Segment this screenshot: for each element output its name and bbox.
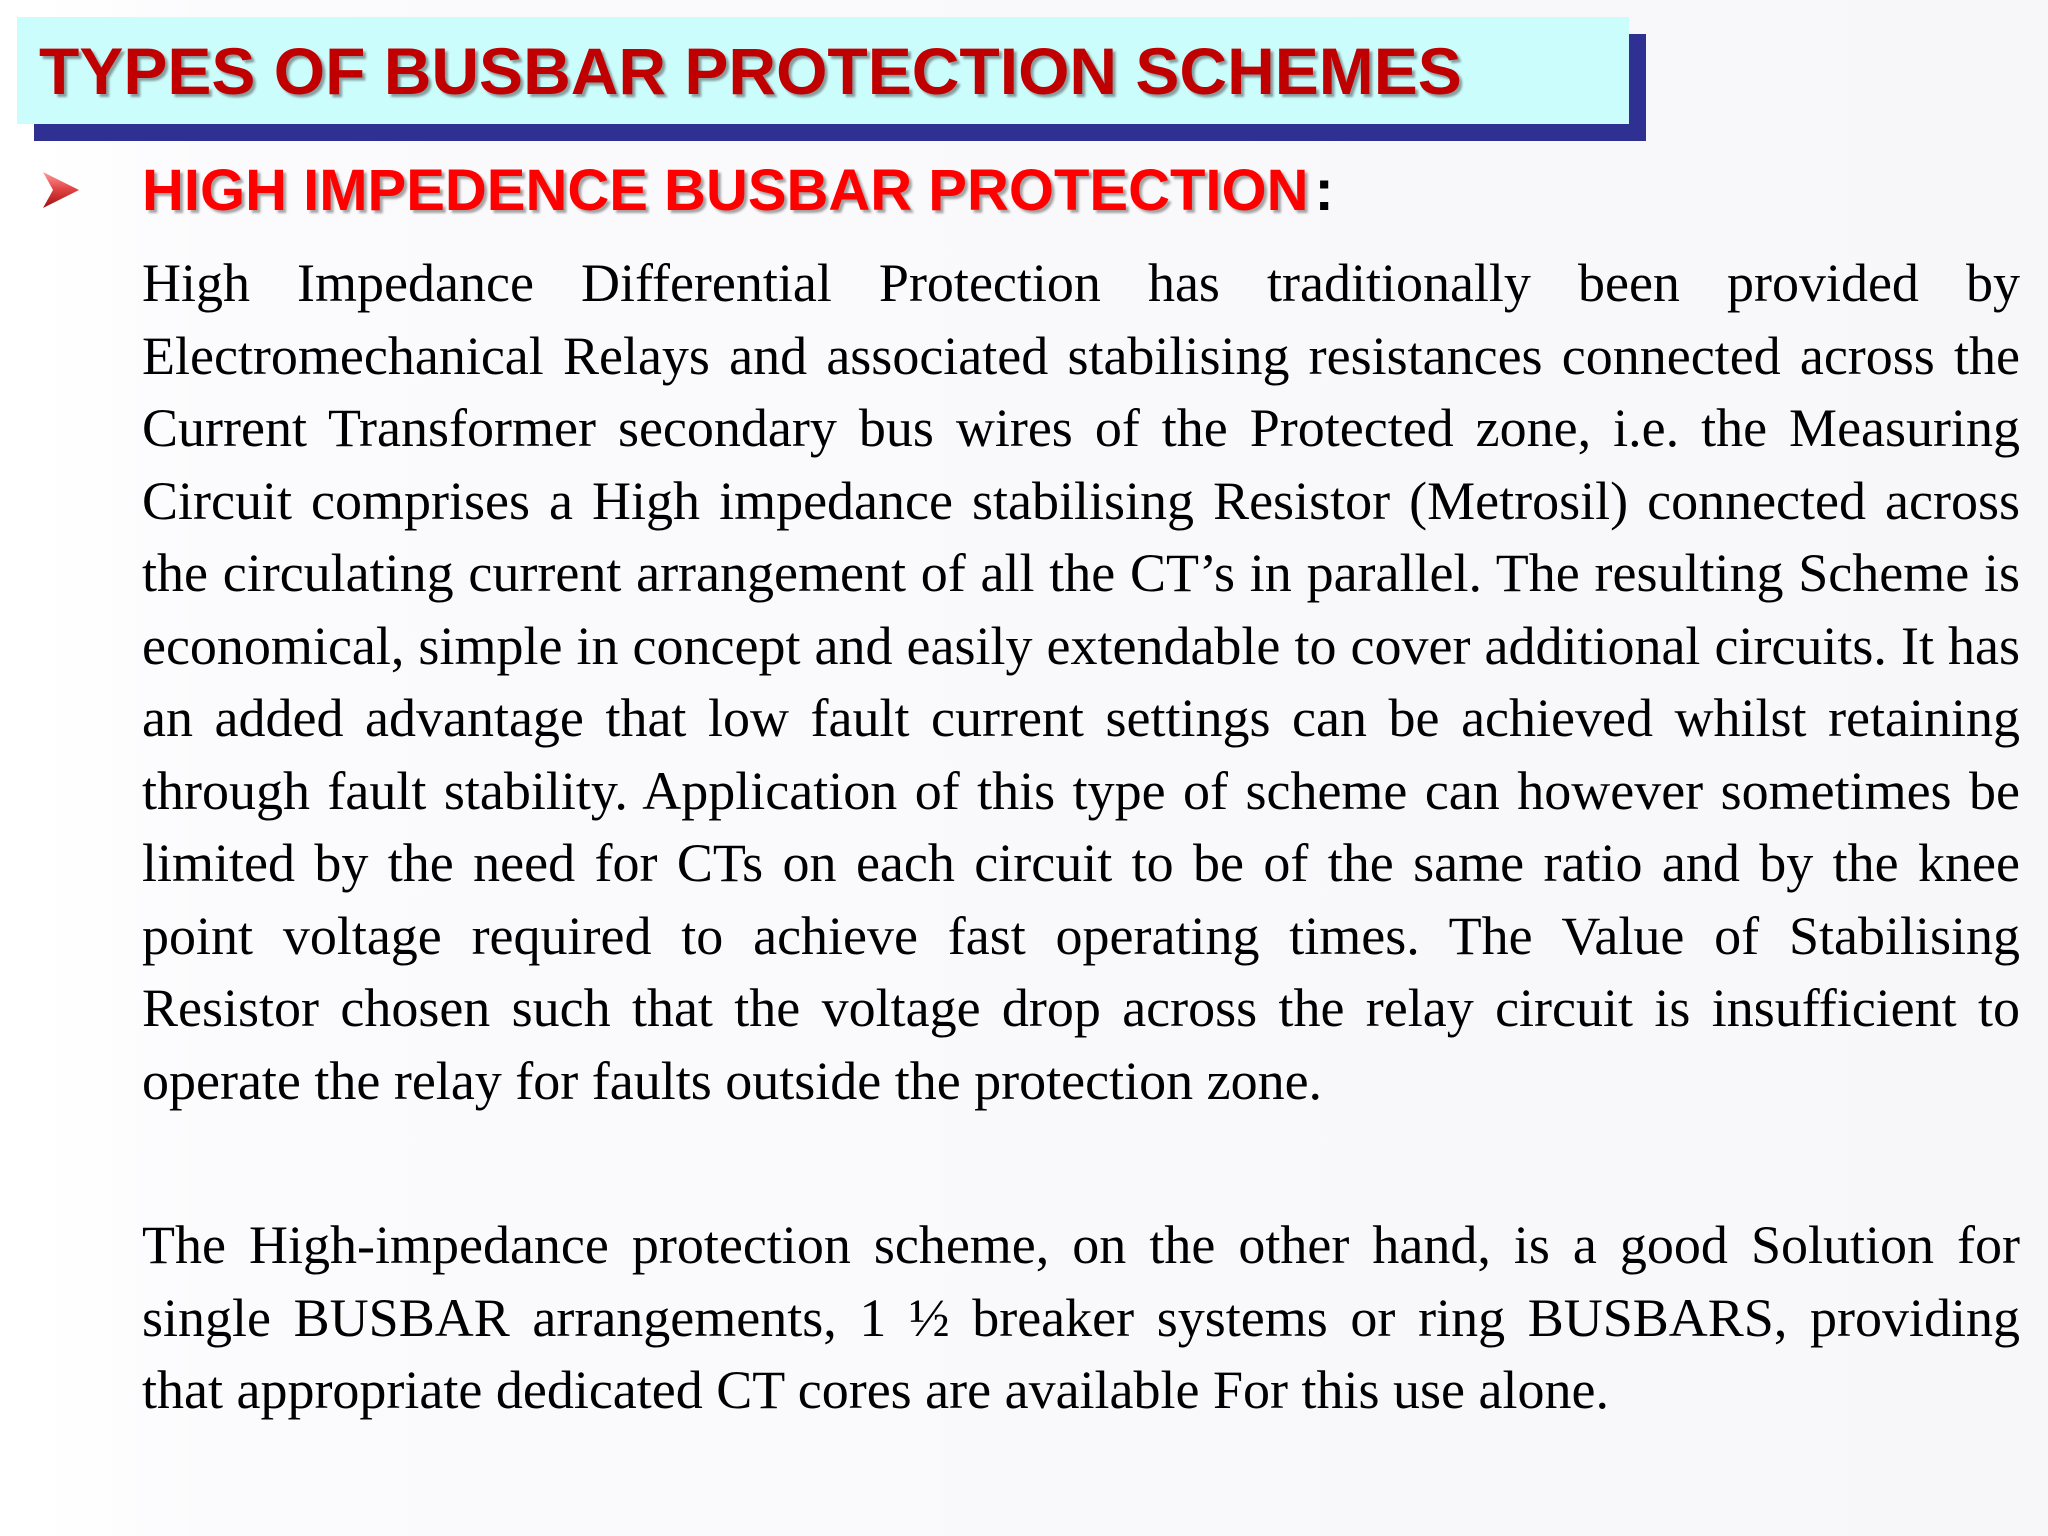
section-heading-row [40,150,1334,230]
section-heading: HIGH IMPEDENCE BUSBAR PROTECTION [142,157,1309,223]
slide-title: TYPES OF BUSBAR PROTECTION SCHEMES [39,33,1462,108]
body-paragraph-1: High Impedance Differential Protection has traditionally been provided by Electromechanical Relays and associated stabilising resistances connected across the Current Transformer secondary bus wires of the Protected zone, i.e. the Measuring Circuit comprises a High impedance stabilising Resistor (Metrosil) connected across the circulating current arrangement of all the CT’s in parallel. The resulting Scheme is economical, simple in concept and easily extendable to cover additional circuits. It has an added advantage that low fault current settings can be achieved whilst retaining through fault stability. Application of this type of scheme can however sometimes be limited by the need for CTs on each circuit to be of the same ratio and by the knee point voltage required to achieve fast operating times. The Value of Stabilising Resistor chosen such that the voltage drop across the relay circuit is insufficient to operate the relay for faults outside the protection zone. [142,253,2020,1111]
section-heading-colon: : [1314,157,1334,223]
title-box [17,17,1629,124]
body-paragraph-2: The High-impedance protection scheme, on the other hand, is a good Solution for single BUSBAR arrangements, 1 ½ breaker systems or ring BUSBARS, providing that appropriate dedicated CT cores are available For this use alone. [142,1215,2020,1420]
arrow-bullet-icon [40,169,82,211]
